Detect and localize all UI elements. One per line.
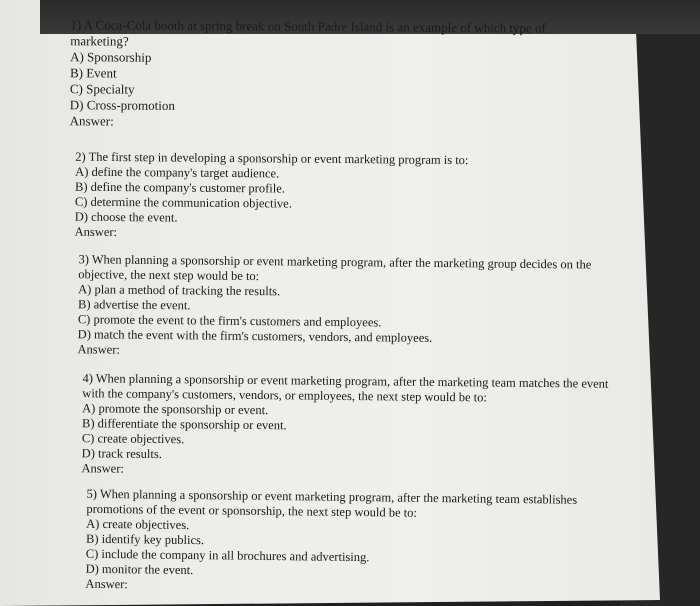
option-c: C) include the company in all brochures and advertising. xyxy=(85,546,370,565)
option-a: A) promote the sponsorship or event. xyxy=(82,401,269,418)
option-d: D) choose the event. xyxy=(74,209,178,225)
option-d: D) Cross-promotion xyxy=(69,97,175,113)
question-stem: 2) The first step in developing a sponsorship or event marketing program is to: xyxy=(75,149,469,168)
answer-label: Answer: xyxy=(85,576,128,592)
option-a: A) Sponsorship xyxy=(70,49,152,65)
option-a: A) create objectives. xyxy=(86,516,190,533)
option-c: C) determine the communication objective. xyxy=(74,194,292,211)
answer-label: Answer: xyxy=(77,342,120,357)
answer-label: Answer: xyxy=(81,461,124,476)
question-stem: 3) When planning a sponsorship or event marketing program, after the marketing group decides on the objective, the next step would be to: xyxy=(78,252,592,284)
question-3 xyxy=(77,252,608,363)
option-d: D) monitor the event. xyxy=(85,561,194,578)
option-c: C) promote the event to the firm's customers and employees. xyxy=(77,312,382,330)
question-stem: 5) When planning a sponsorship or event marketing program, after the marketing team establishes promotions of the event or sponsorship, the next step would be to: xyxy=(86,486,578,520)
option-b: B) differentiate the sponsorship or event. xyxy=(81,416,287,433)
option-c: C) Specialty xyxy=(69,81,135,97)
option-b: B) define the company's customer profile. xyxy=(75,179,285,196)
answer-label: Answer: xyxy=(74,224,118,240)
option-b: B) Event xyxy=(69,65,117,81)
option-a: A) plan a method of tracking the results. xyxy=(78,282,281,299)
question-stem: 1) A Coca-Cola booth at spring break on South Padre Island is an example of which type of marketing? xyxy=(70,17,546,49)
answer-label: Answer: xyxy=(69,113,114,129)
option-a: A) define the company's target audience. xyxy=(75,164,280,181)
option-b: B) advertise the event. xyxy=(77,297,191,313)
question-4 xyxy=(81,371,612,482)
option-d: D) match the event with the firm's customers, vendors, and employees. xyxy=(77,327,433,345)
option-d: D) track results. xyxy=(81,446,162,462)
question-1 xyxy=(70,17,581,133)
question-2 xyxy=(75,150,606,245)
option-b: B) identify key publics. xyxy=(85,531,205,548)
question-stem: 4) When planning a sponsorship or event marketing program, after the marketing team matches the event with the company's customers, vendors, or employees, the next step would be to: xyxy=(82,371,609,405)
question-5 xyxy=(85,487,616,598)
option-c: C) create objectives. xyxy=(81,431,185,447)
